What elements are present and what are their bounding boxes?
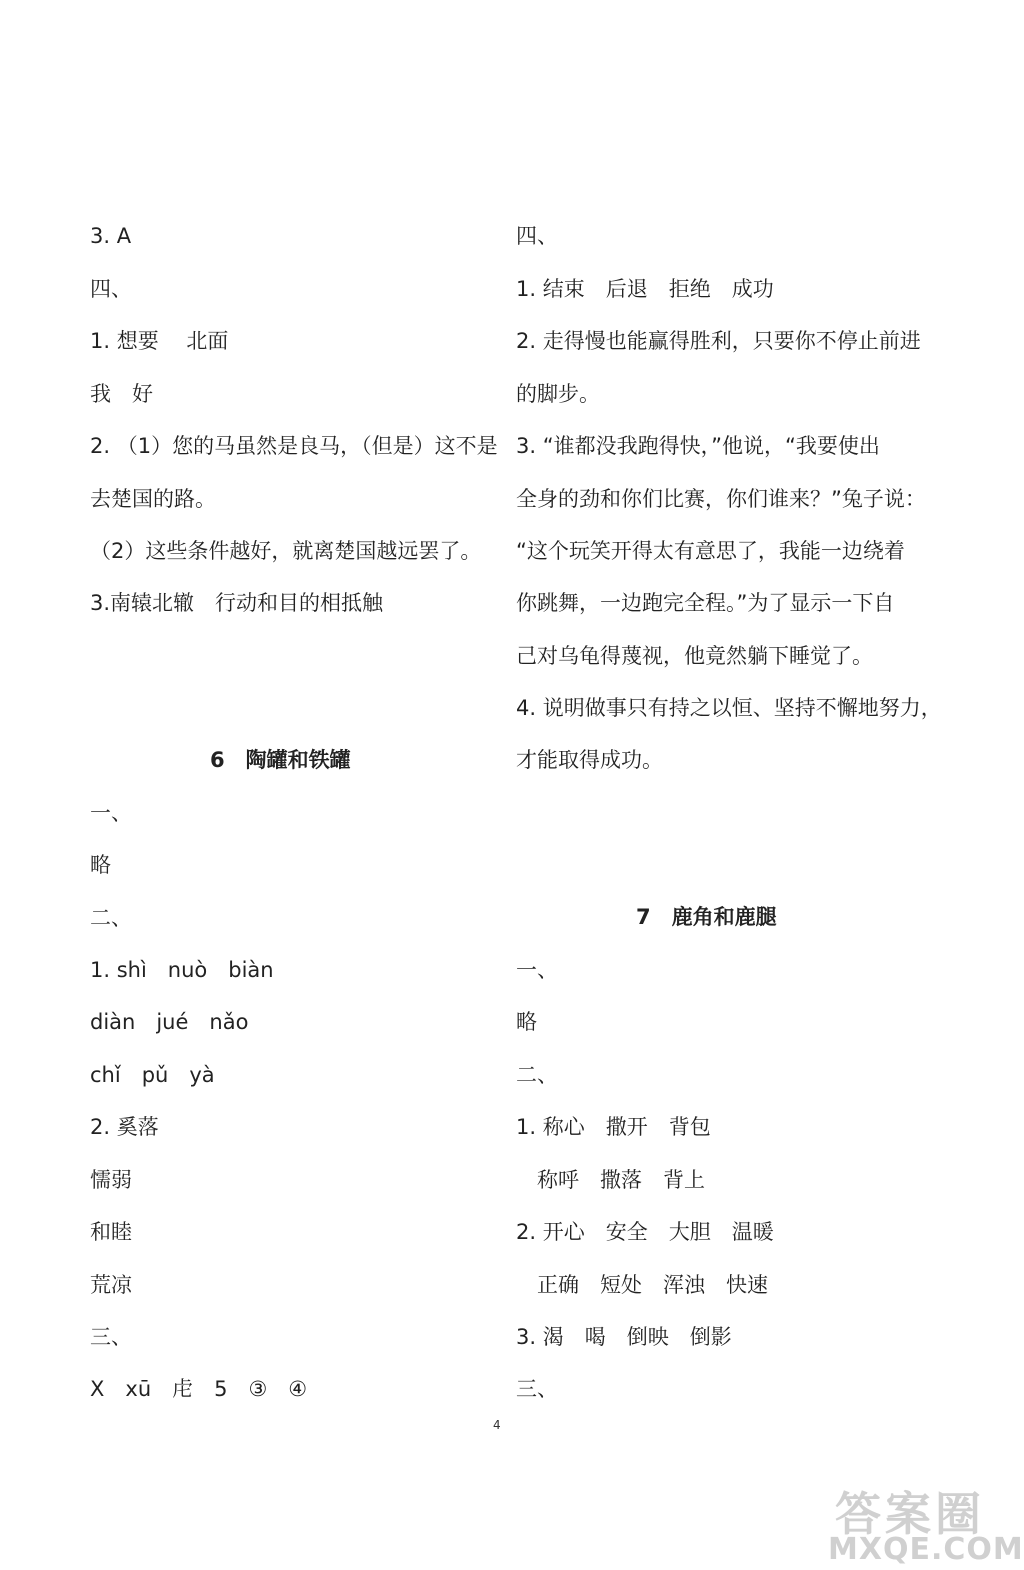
answer-line: 1. 结束 后退 拒绝 成功	[516, 277, 774, 301]
answer-line: 去楚国的路。	[90, 487, 216, 511]
answer-line: 3. A	[90, 224, 132, 248]
pinyin-line: chǐ pǔ yà	[90, 1063, 215, 1087]
watermark-top-text: 答案圈	[835, 1487, 985, 1541]
answer-line: 荒凉	[90, 1273, 132, 1297]
answer-line: （2）这些条件越好，就离楚国越远罢了。	[90, 539, 482, 563]
answer-line: “这个玩笑开得太有意思了，我能一边绕着	[516, 539, 905, 563]
answer-line: 正确 短处 浑浊 快速	[516, 1273, 768, 1297]
answer-line: 才能取得成功。	[516, 748, 663, 772]
answer-line: 略	[90, 853, 111, 877]
section-heading: 三、	[516, 1377, 558, 1401]
section-heading: 三、	[90, 1325, 132, 1349]
answer-line: 3.南辕北辙 行动和目的相抵触	[90, 591, 384, 615]
answer-line: 2. 奚落	[90, 1115, 159, 1139]
answer-line: 略	[516, 1010, 537, 1034]
answer-line: 的脚步。	[516, 382, 600, 406]
page-number: 4	[493, 1418, 501, 1432]
answer-line: 懦弱	[90, 1168, 132, 1192]
answer-line: 4. 说明做事只有持之以恒、坚持不懈地努力，	[516, 696, 942, 720]
answer-line: 你跳舞，一边跑完全程。”为了显示一下自	[516, 591, 895, 615]
answer-line: 3. 渴 喝 倒映 倒影	[516, 1325, 732, 1349]
section-heading: 二、	[90, 906, 132, 930]
answer-line: 全身的劲和你们比赛，你们谁来？”兔子说：	[516, 487, 926, 511]
section-heading: 四、	[516, 224, 558, 248]
answer-line: 称呼 撒落 背上	[516, 1168, 705, 1192]
section-heading: 四、	[90, 277, 132, 301]
watermark-bottom-text: MXQE.COM	[828, 1532, 1024, 1567]
section-heading: 一、	[516, 958, 558, 982]
section-heading: 二、	[516, 1063, 558, 1087]
pinyin-line: 1. shì nuò biàn	[90, 958, 274, 982]
answer-line: 我 好	[90, 382, 153, 406]
answer-line: 1. 想要 北面	[90, 329, 229, 353]
answer-line: 2. （1）您的马虽然是良马，（但是）这不是	[90, 434, 498, 458]
answer-line: 3. “谁都没我跑得快，”他说，“我要使出	[516, 434, 880, 458]
answer-line: 1. 称心 撒开 背包	[516, 1115, 711, 1139]
answer-line: 2. 走得慢也能赢得胜利，只要你不停止前进	[516, 329, 921, 353]
answer-line: 2. 开心 安全 大胆 温暖	[516, 1220, 774, 1244]
section-heading: 一、	[90, 801, 132, 825]
answer-line: X xū 虍 5 ③ ④	[90, 1377, 308, 1401]
lesson-title: 6 陶罐和铁罐	[210, 748, 351, 772]
answer-line: 和睦	[90, 1220, 132, 1244]
lesson-title: 7 鹿角和鹿腿	[636, 905, 777, 929]
answer-line: 己对乌龟得蔑视，他竟然躺下睡觉了。	[516, 644, 873, 668]
pinyin-line: diàn jué nǎo	[90, 1010, 249, 1034]
